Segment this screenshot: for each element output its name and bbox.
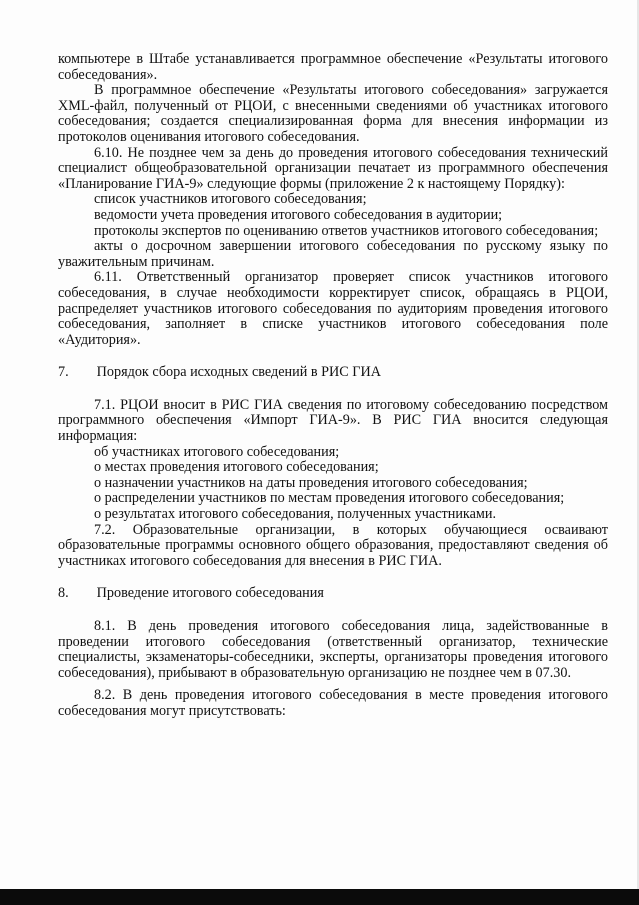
paragraph-7-2: 7.2. Образовательные организации, в которых обучающиеся осваивают образовательные программы основного общего образования, предоставляют сведения об участниках итогового собеседования для внесения в РИС ГИА. bbox=[58, 521, 608, 569]
paragraph-6-11: 6.11. Ответственный организатор проверяет список участников итогового собеседования, в случае необходимости корректирует список, обращаясь в РЦОИ, распределяет участников итогового собеседования по аудиториям проведения итогового собеседования, заполняет в списке участников итогового собеседования поле «Аудитория». bbox=[58, 269, 608, 348]
list-item: список участников итогового собеседования; bbox=[94, 191, 367, 208]
paragraph-8-2: 8.2. В день проведения итогового собеседования в месте проведения итогового собеседования могут присутствовать: bbox=[58, 687, 608, 719]
paragraph-continuation: компьютере в Штабе устанавливается программное обеспечение «Результаты итогового собеседования». bbox=[58, 51, 608, 83]
scan-bottom-bar bbox=[0, 889, 639, 905]
paragraph-software-upload: В программное обеспечение «Результаты итогового собеседования» загружается XML-файл, полученный от РЦОИ, с внесенными сведениями об участниках итогового собеседования; создается специализированная форма для внесения информации из протоколов оценивания итогового собеседования. bbox=[58, 82, 608, 145]
list-item: о результатах итогового собеседования, полученных участниками. bbox=[94, 506, 497, 523]
document-body bbox=[58, 52, 608, 720]
list-item: ведомости учета проведения итогового собеседования в аудитории; bbox=[94, 206, 503, 223]
paragraph-8-1: 8.1. В день проведения итогового собеседования лица, задействованные в проведении итогового собеседования (ответственный организатор, технические специалисты, экзаменаторы-собеседники, эксперты, организаторы проведения итогового собеседования), прибывают в образовательную организацию не позднее чем в 07.30. bbox=[58, 618, 608, 681]
list-item: о распределении участников по местам проведения итогового собеседования; bbox=[94, 490, 565, 507]
section-title: Проведение итогового собеседования bbox=[96, 585, 324, 602]
paragraph-7-1: 7.1. РЦОИ вносит в РИС ГИА сведения по итоговому собеседованию посредством программного обеспечения «Импорт ГИА-9». В РИС ГИА вносится следующая информация: bbox=[58, 396, 608, 445]
paragraph-6-10: 6.10. Не позднее чем за день до проведения итогового собеседования технический специалист общеобразовательной организации печатает из программного обеспечения «Планирование ГИА-9» следующие формы (приложение 2 к настоящему Порядку): bbox=[58, 144, 608, 192]
list-item: протоколы экспертов по оцениванию ответов участников итогового собеседования; bbox=[94, 222, 599, 239]
list-item: об участниках итогового собеседования; bbox=[94, 443, 340, 460]
list-item: о назначении участников на даты проведения итогового собеседования; bbox=[94, 474, 528, 491]
list-item: акты о досрочном завершении итогового собеседования по русскому языку по уважительным причинам. bbox=[58, 238, 608, 270]
section-8-heading bbox=[58, 586, 608, 602]
section-number: 7. bbox=[58, 364, 69, 381]
list-item: о местах проведения итогового собеседования; bbox=[94, 459, 379, 476]
section-7-heading bbox=[58, 365, 608, 381]
section-title: Порядок сбора исходных сведений в РИС ГИА bbox=[96, 364, 381, 381]
section-number: 8. bbox=[58, 585, 69, 602]
